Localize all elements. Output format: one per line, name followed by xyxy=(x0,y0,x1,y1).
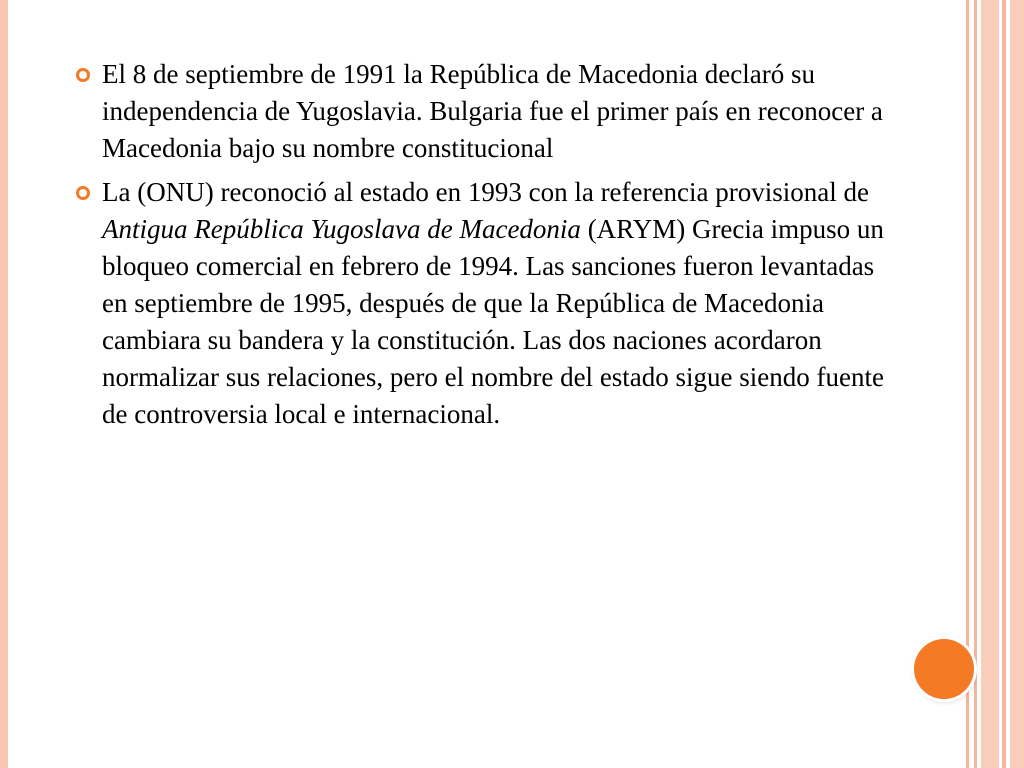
bullet-text-end: (ARYM) Grecia impuso un bloqueo comercial en febrero de 1994. Las sanciones fueron levantadas en septiembre de 1995, después de que la República de Macedonia cambiara su bandera y la constitución. Las dos naciones acordaron normalizar sus relaciones, pero el nombre del estado sigue siendo fuente de controversia local e internacional. xyxy=(102,214,884,429)
left-decorative-stripe xyxy=(0,0,8,768)
bullet-circle-icon xyxy=(76,68,90,82)
stripe xyxy=(974,0,977,768)
bullet-text-start: La (ONU) reconoció al estado en 1993 con la referencia provisional de xyxy=(102,177,869,207)
bullet-text-italic: Antigua República Yugoslava de Macedonia xyxy=(102,214,581,244)
bullet-text xyxy=(102,174,892,433)
stripe xyxy=(981,0,999,768)
bullet-circle-icon xyxy=(76,186,90,200)
slide-content xyxy=(72,56,892,440)
stripe xyxy=(1010,0,1024,768)
bullet-item xyxy=(72,56,892,167)
orange-circle-decoration xyxy=(914,639,974,699)
right-decorative-stripes xyxy=(966,0,1024,768)
bullet-text: El 8 de septiembre de 1991 la República de Macedonia declaró su independencia de Yugoslavia. Bulgaria fue el primer país en reconocer a Macedonia bajo su nombre constitucional xyxy=(102,59,883,163)
stripe xyxy=(1002,0,1006,768)
bullet-item xyxy=(72,174,892,433)
